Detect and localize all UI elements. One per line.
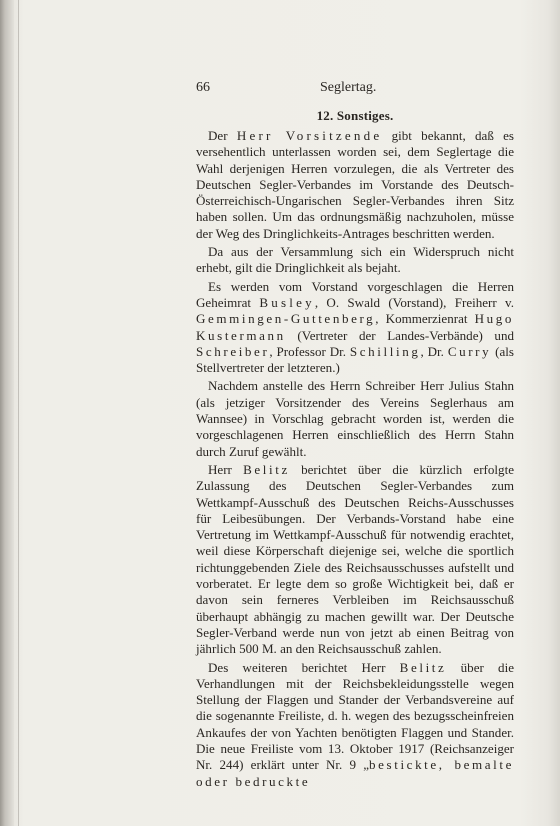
book-binding-edge [0, 0, 14, 826]
paragraph-2: Da aus der Versammlung sich ein Widerspruch nicht erhebt, gilt die Dringlichkeit als bejaht. [196, 244, 514, 276]
book-page [196, 80, 514, 792]
running-head [196, 80, 514, 102]
spaced-name: Schilling [349, 343, 421, 359]
spaced-words: bestickte, bemalte oder bedruckte [196, 757, 514, 789]
paragraph-3: Es werden vom Vorstand vorgeschlagen die Herren Geheimrat Busley, O. Swald (Vorstand), Freiherr v. Gemmingen-Guttenberg, Kommerzienrat Hugo Kustermann (Vertreter der Landes-Verbände) und Schreiber, Professor Dr. Schilling, Dr. Curry (als Stellvertreter der letzteren.) [196, 278, 514, 376]
spaced-name: Gemmingen-Guttenberg [196, 311, 376, 327]
spaced-name: Busley [259, 294, 315, 310]
section-heading: 12. Sonstiges. [316, 108, 394, 123]
paragraph-5: Herr Belitz berichtet über die kürzlich erfolgte Zulassung des Deutschen Segler-Verbandes zum Wettkampf-Ausschuß des Deutschen Reichs-Ausschusses für Leibesübungen. Der Verbands-Vorstand habe eine Vertretung im Wettkampf-Ausschuß für notwendig erachtet, weil diese Körperschaft diejenige sei, welche die sportlich richtunggebenden Ziele des Reichsausschusses aufstellt und vorberatet. Er legte dem so große Wichtigkeit bei, daß er davon sein ferneres Verbleiben im Reichsausschuß überhaupt abhängig zu machen gewillt war. Der Deutsche Segler-Verband werde nun von jetzt ab einen Beitrag von jährlich 500 M. an den Reichsausschuß zahlen. [196, 461, 514, 657]
binding-shadow-line [18, 0, 19, 826]
spaced-name: Schreiber [196, 343, 270, 359]
paragraph-6: Des weiteren berichtet Herr Belitz über die Verhandlungen mit der Reichsbekleidungsstelle wegen Stellung der Flaggen und Stander der Verbandsvereine auf die sogenannte Freiliste, d. h. wegen des bezugsscheinfreien Ankaufes der von Yachten benötigten Flaggen und Stander. Die neue Freiliste vom 13. Oktober 1917 (Reichsanzeiger Nr. 244) erklärt unter Nr. 9 „bestickte, bemalte oder bedruckte [196, 659, 514, 789]
spaced-name: Curry [447, 343, 492, 359]
paragraph-4: Nachdem anstelle des Herrn Schreiber Herr Julius Stahn (als jetziger Vorsitzender des Vereins Seglerhaus am Wannsee) in Vorschlag gebracht worden ist, werden die vorgeschlagenen Herren einschließlich des Herrn Stahn durch Zuruf gewählt. [196, 378, 514, 459]
spaced-name: Herr Vorsitzende [236, 128, 383, 143]
spaced-name: Belitz [243, 461, 290, 477]
paragraph-1: Der Herr Vorsitzende gibt bekannt, daß es versehentlich unterlassen worden sei, dem Seglertage die Wahl derjenigen Herren vorzulegen, die als Vertreter des Deutschen Segler-Verbandes im Vorstande des Deutsch-Österreichisch-Ungarischen Segler-Verbandes ihren Sitz haben sollen. Um das ordnungsmäßig nachzuholen, müsse der Weg des Dringlichkeits-Antrages beschritten werden. [196, 128, 514, 241]
spaced-name: Belitz [399, 659, 447, 675]
spaced-name: Hugo Kustermann [196, 311, 514, 343]
page-number: 66 [196, 80, 210, 95]
running-title: Seglertag. [320, 80, 377, 95]
